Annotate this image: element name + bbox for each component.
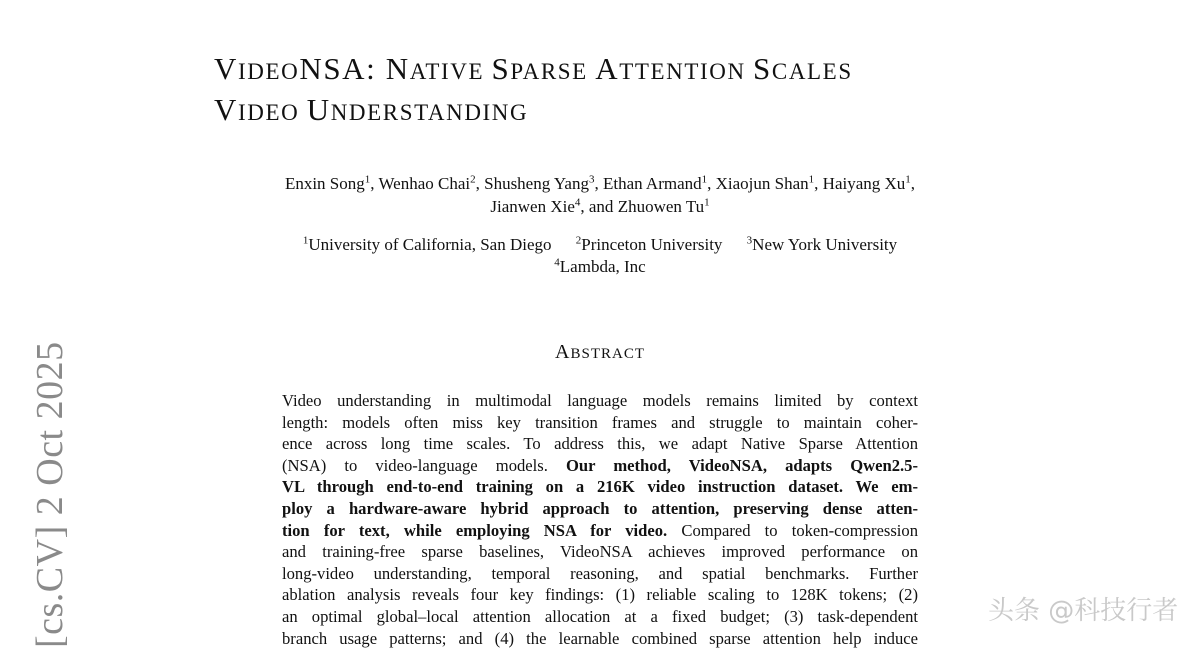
- author: Xiaojun Shan$^1$,: [715, 173, 823, 193]
- author: Ethan Armand$^1$,: [602, 173, 716, 193]
- affiliation: $^2$Princeton University: [575, 234, 723, 254]
- abstract-line: ploy a hardware-aware hybrid approach to attention, preserving dense atten-: [282, 498, 918, 518]
- author: Haiyang Xu$^1$,: [822, 173, 916, 193]
- author: Jianwen Xie$^4$, and: [490, 196, 618, 216]
- author: Shusheng Yang$^3$,: [484, 173, 603, 193]
- abstract-line: ablation analysis reveals four key findings: (1) reliable scaling to 128K tokens; (2): [282, 585, 918, 605]
- arxiv-stamp: [cs.CV] 2 Oct 2025: [29, 341, 71, 648]
- paper-title: [214, 50, 1014, 132]
- affiliation: $^3$New York University: [746, 234, 898, 254]
- abstract-line: tion for text, while employing NSA for video. Compared to token-compression: [282, 520, 918, 540]
- affiliation: $^1$University of California, San Diego: [302, 234, 552, 254]
- abstract-line: long-video understanding, temporal reasoning, and spatial benchmarks. Further: [282, 563, 918, 583]
- author: Enxin Song$^1$,: [284, 173, 379, 193]
- affiliation: $^4$Lambda, Inc: [554, 256, 646, 276]
- affiliation-list: [200, 234, 1000, 278]
- abstract-line: length: models often miss key transition frames and struggle to maintain coher-: [282, 412, 918, 432]
- title-line-2: VIDEO UNDERSTANDING: [214, 92, 529, 127]
- abstract-heading: ABSTRACT: [555, 341, 645, 363]
- abstract-line: Video understanding in multimodal language models remains limited by context: [282, 391, 918, 410]
- author: Wenhao Chai$^2$,: [378, 173, 485, 193]
- abstract-line: and training-free sparse baselines, VideoNSA achieves improved performance on: [282, 542, 918, 562]
- title-line-1: VIDEONSA: NATIVE SPARSE ATTENTION SCALES: [214, 51, 853, 86]
- abstract-line: branch usage patterns; and (4) the learnable combined sparse attention help induce: [282, 628, 918, 648]
- author: Zhuowen Tu$^1$: [617, 196, 710, 216]
- abstract-line: ence across long time scales. To address this, we adapt Native Sparse Attention: [282, 434, 918, 454]
- abstract-line: an optimal global–local attention allocation at a fixed budget; (3) task-dependent: [282, 606, 918, 626]
- watermark: 头条 @科技行者: [988, 596, 1179, 626]
- author-list: [200, 172, 1000, 218]
- abstract-line: VL through end-to-end training on a 216K video instruction dataset. We em-: [282, 477, 918, 497]
- abstract-body: [282, 390, 918, 649]
- abstract-line: (NSA) to video-language models. Our method, VideoNSA, adapts Qwen2.5-: [282, 455, 918, 475]
